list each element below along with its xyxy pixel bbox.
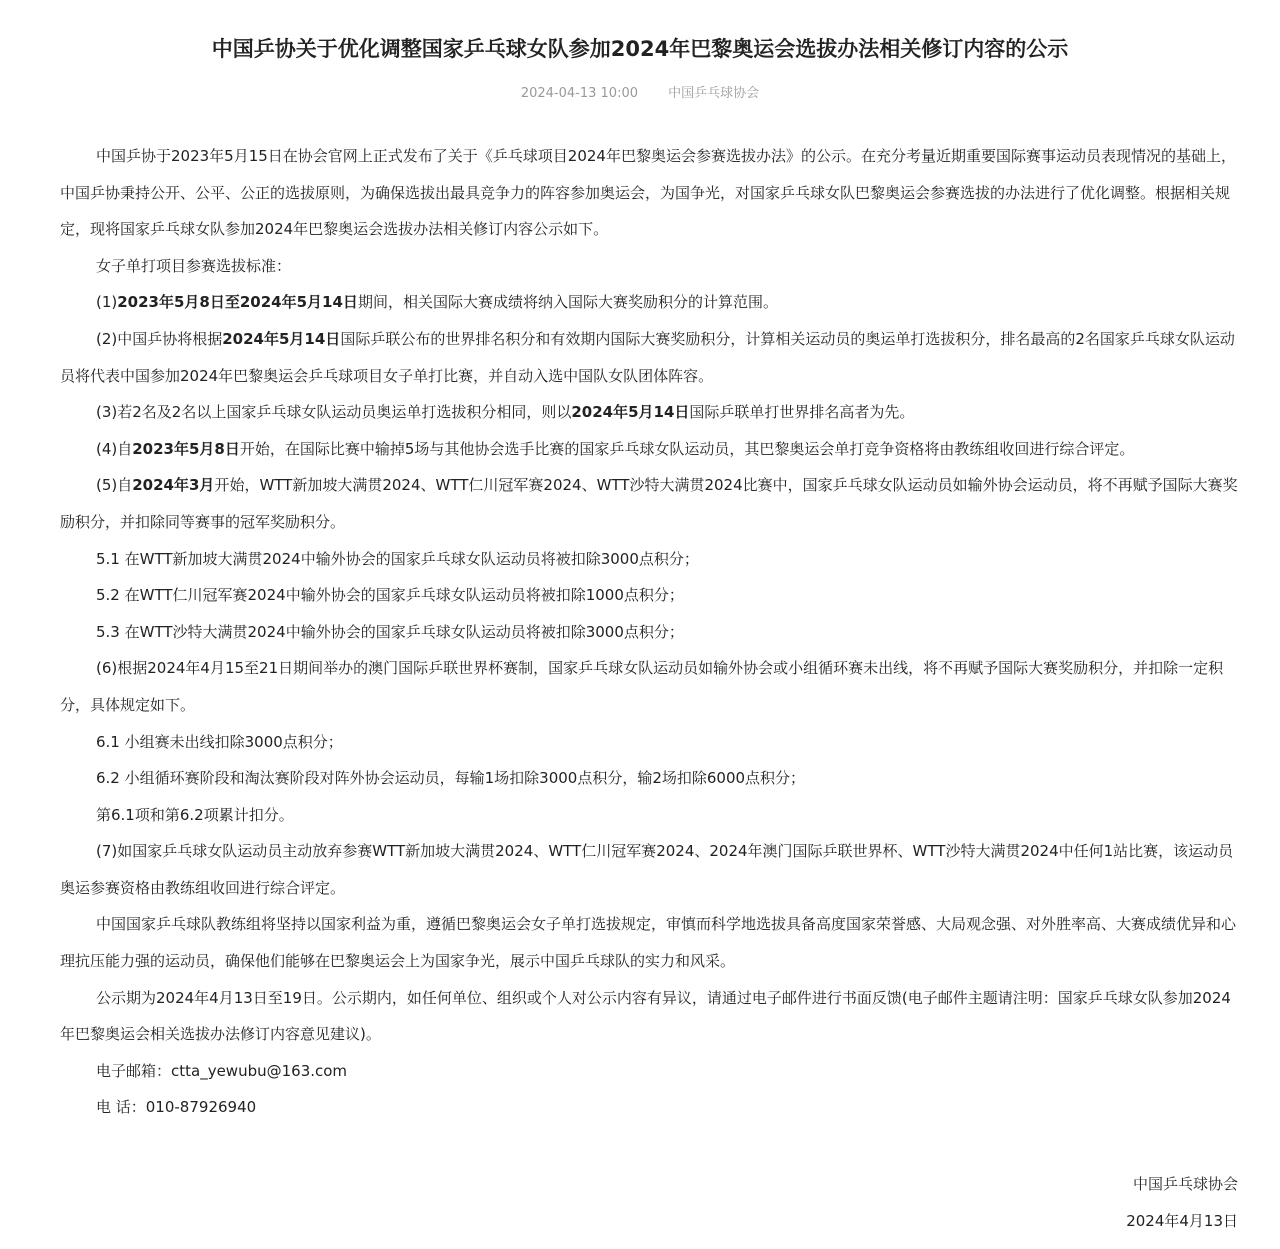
- rule-item-1: (1)2023年5月8日至2024年5月14日期间，相关国际大赛成绩将纳入国际大赛奖励积分的计算范围。: [96, 293, 778, 312]
- rule-item-6-3: 第6.1项和第6.2项累计扣分。: [96, 805, 294, 824]
- signature-date: 2024年4月13日: [1126, 1212, 1238, 1230]
- article-title: 中国乒协关于优化调整国家乒乓球女队参加2024年巴黎奥运会选拔办法相关修订内容的公示: [211, 37, 1069, 61]
- rule-item-5-1: 5.1 在WTT新加坡大满贯2024中输外协会的国家乒乓球女队运动员将被扣除3000点积分；: [96, 549, 699, 568]
- contact-email: 电子邮箱：ctta_yewubu@163.com: [96, 1061, 348, 1080]
- notice-paragraph: 公示期为2024年4月13日至19日。公示期内，如任何单位、组织或个人对公示内容有异议，请通过电子邮件进行书面反馈(电子邮件主题请注明：国家乒乓球女队参加2024年巴黎奥运会相关选拔办法修订内容意见建议)。: [60, 988, 1231, 1044]
- rule-item-3: (3)若2名及2名以上国家乒乓球女队运动员奥运单打选拔积分相同，则以2024年5月14日国际乒联单打世界排名高者为先。: [96, 403, 915, 422]
- rule-item-6-2: 6.2 小组循环赛阶段和淘汰赛阶段对阵外协会运动员，每输1场扣除3000点积分，输2场扣除6000点积分；: [96, 769, 806, 788]
- article-body: [60, 138, 1240, 1126]
- contact-phone: 电 话：010-87926940: [96, 1098, 257, 1117]
- publish-source: 中国乒乓球协会: [668, 86, 760, 101]
- rule-item-6: (6)根据2024年4月15至21日期间举办的澳门国际乒联世界杯赛制，国家乒乓球女队运动员如输外协会或小组循环赛未出线，将不再赋予国际大赛奖励积分，并扣除一定积分，具体规定如下。: [60, 659, 1224, 714]
- rule-item-5-3: 5.3 在WTT沙特大满贯2024中输外协会的国家乒乓球女队运动员将被扣除3000点积分；: [96, 622, 684, 641]
- standard-heading: 女子单打项目参赛选拔标准：: [96, 256, 292, 275]
- publish-datetime: 2024-04-13 10:00: [520, 86, 638, 101]
- rule-item-6-1: 6.1 小组赛未出线扣除3000点积分；: [96, 732, 343, 751]
- rule-item-2: (2)中国乒协将根据2024年5月14日国际乒联公布的世界排名积分和有效期内国际大赛奖励积分，计算相关运动员的奥运单打选拔积分，排名最高的2名国家乒乓球女队运动员将代表中国参加2024年巴黎奥运会乒乓球项目女子单打比赛，并自动入选中国队女队团体阵容。: [60, 329, 1235, 385]
- article-meta: [0, 84, 1280, 104]
- rule-item-5-2: 5.2 在WTT仁川冠军赛2024中输外协会的国家乒乓球女队运动员将被扣除1000点积分；: [96, 586, 684, 605]
- rule-item-4: (4)自2023年5月8日开始，在国际比赛中输掉5场与其他协会选手比赛的国家乒乓球女队运动员，其巴黎奥运会单打竞争资格将由教练组收回进行综合评定。: [96, 439, 1135, 458]
- intro-paragraph: 中国乒协于2023年5月15日在协会官网上正式发布了关于《乒乓球项目2024年巴黎奥运会参赛选拔办法》的公示。在充分考量近期重要国际赛事运动员表现情况的基础上，中国乒协秉持公开、公平、公正的选拔原则，为确保选拔出最具竞争力的阵容参加奥运会，为国争光，对国家乒乓球女队巴黎奥运会参赛选拔的办法进行了优化调整。根据相关规定，现将国家乒乓球女队参加2024年巴黎奥运会选拔办法相关修订内容公示如下。: [60, 147, 1236, 239]
- closing-paragraph: 中国国家乒乓球队教练组将坚持以国家利益为重，遵循巴黎奥运会女子单打选拔规定，审慎而科学地选拔具备高度国家荣誉感、大局观念强、对外胜率高、大赛成绩优异和心理抗压能力强的运动员，确保他们能够在巴黎奥运会上为国家争光，展示中国乒乓球队的实力和风采。: [60, 915, 1237, 971]
- signature-org: 中国乒乓球协会: [1132, 1175, 1238, 1193]
- rule-item-5: (5)自2024年3月开始，WTT新加坡大满贯2024、WTT仁川冠军赛2024、WTT沙特大满贯2024比赛中，国家乒乓球女队运动员如输外协会运动员，将不再赋予国际大赛奖励积分，并扣除同等赛事的冠军奖励积分。: [60, 476, 1238, 531]
- rule-item-7: (7)如国家乒乓球女队运动员主动放弃参赛WTT新加坡大满贯2024、WTT仁川冠军赛2024、2024年澳门国际乒联世界杯、WTT沙特大满贯2024中任何1站比赛，该运动员奥运参赛资格由教练组收回进行综合评定。: [60, 842, 1234, 897]
